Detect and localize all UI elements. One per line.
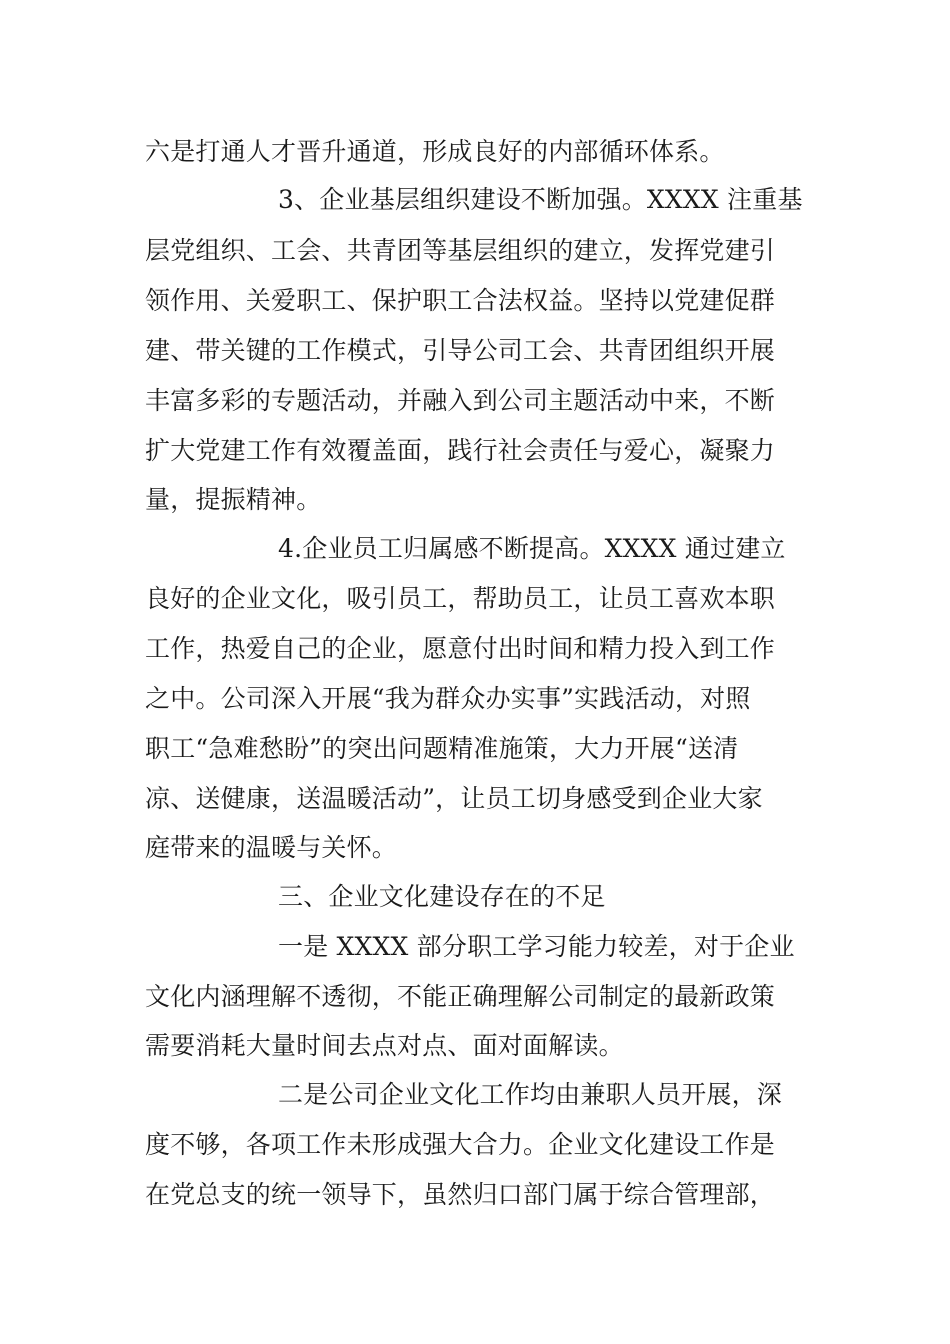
issue-2-line-1: 二是公司企业文化工作均由兼职人员开展，深 [278,1080,783,1109]
section-4-line-3: 工作，热爱自己的企业，愿意付出时间和精力投入到工作 [145,634,776,663]
section-3-line-7: 量，提振精神。 [145,485,322,514]
section-3-heading-line: 3、企业基层组织建设不断加强。XXXX 注重基 [278,185,803,214]
section-4-line-6: 凉、送健康，送温暖活动”，让员工切身感受到企业大家 [145,784,763,813]
issue-2-line-2: 度不够，各项工作未形成强大合力。企业文化建设工作是 [145,1130,776,1159]
chapter-3-heading: 三、企业文化建设存在的不足 [278,882,606,911]
section-3-line-6: 扩大党建工作有效覆盖面，践行社会责任与爱心，凝聚力 [145,436,776,465]
section-4-line-4: 之中。公司深入开展“我为群众办实事”实践活动，对照 [145,684,751,713]
section-3-line-3: 领作用、关爱职工、保护职工合法权益。坚持以党建促群 [145,286,776,315]
paragraph-2-line-1: 六是打通人才晋升通道，形成良好的内部循环体系。 [145,137,725,166]
section-3-line-4: 建、带关键的工作模式，引导公司工会、共青团组织开展 [145,336,776,365]
issue-1-line-1: 一是 XXXX 部分职工学习能力较差，对于企业 [278,932,795,961]
section-4-line-2: 良好的企业文化，吸引员工，帮助员工，让员工喜欢本职 [145,584,776,613]
section-4-line-5: 职工“急难愁盼”的突出问题精准施策，大力开展“送清 [145,734,739,763]
section-3-line-5: 丰富多彩的专题活动，并融入到公司主题活动中来，不断 [145,386,776,415]
issue-2-line-3: 在党总支的统一领导下，虽然归口部门属于综合管理部， [145,1180,776,1209]
issue-1-line-3: 需要消耗大量时间去点对点、面对面解读。 [145,1031,624,1060]
section-4-line-7: 庭带来的温暖与关怀。 [145,833,398,862]
section-4-heading-line: 4.企业员工归属感不断提高。XXXX 通过建立 [278,534,786,563]
issue-1-line-2: 文化内涵理解不透彻，不能正确理解公司制定的最新政策 [145,982,776,1011]
section-3-line-2: 层党组织、工会、共青团等基层组织的建立，发挥党建引 [145,236,776,265]
